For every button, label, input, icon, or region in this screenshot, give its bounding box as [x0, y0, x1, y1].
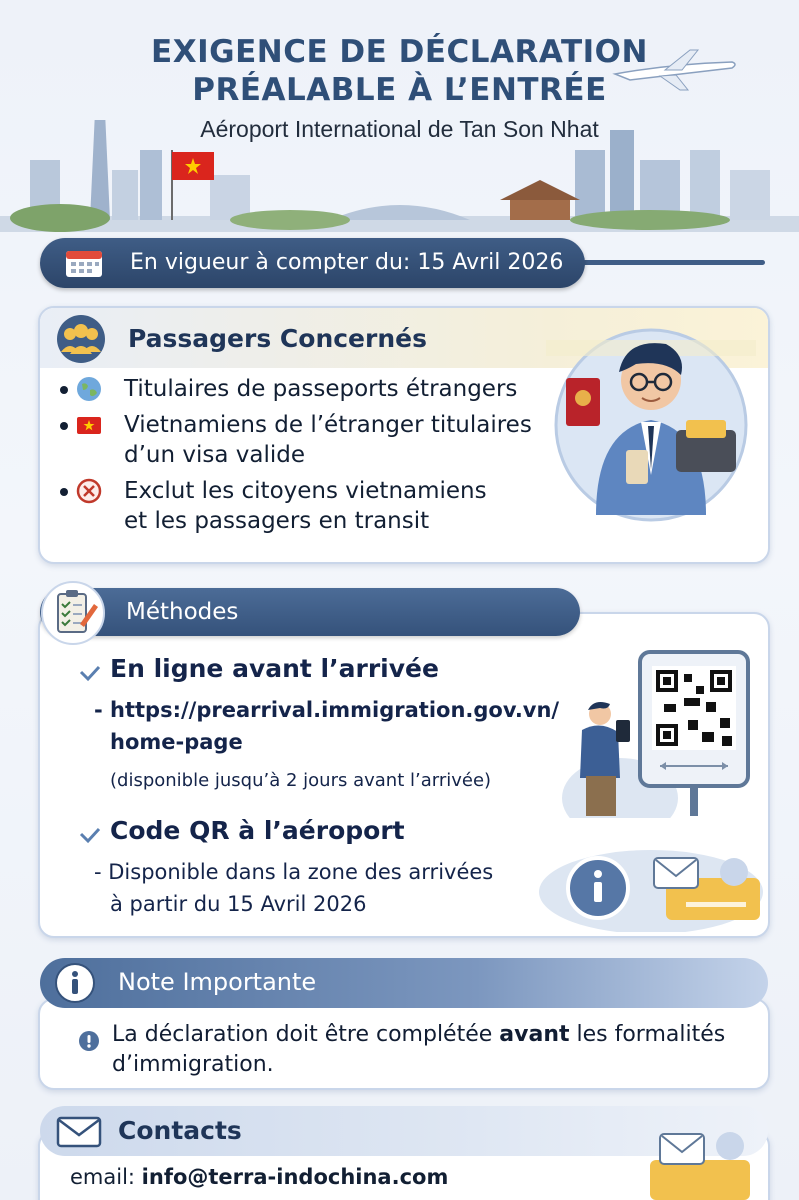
qr-method-heading: Code QR à l’aéroport: [110, 816, 405, 845]
passengers-list: [60, 374, 550, 542]
online-url-line2[interactable]: home-page: [110, 730, 243, 754]
list-item: [60, 374, 550, 404]
bullet-dot: [60, 488, 68, 496]
note-text-emphasis: avant: [499, 1022, 570, 1047]
passenger-item-label-cont: et les passagers en transit: [124, 508, 430, 534]
passenger-item-label-cont: d’un visa valide: [124, 442, 306, 468]
qr-method-line1: - Disponible dans la zone des arrivées: [94, 860, 494, 884]
clipboard-icon: [40, 580, 106, 646]
contact-email: [70, 1165, 448, 1189]
passenger-item-label: Titulaires de passeports étrangers: [124, 376, 518, 402]
page-title-line2: PRÉALABLE À L’ENTRÉE: [192, 72, 607, 108]
banner-rule: [560, 260, 765, 265]
exclamation-icon: [78, 1030, 100, 1052]
people-icon: [52, 314, 110, 364]
online-url-line1[interactable]: - https://prearrival.immigration.gov.vn/: [94, 698, 560, 722]
mail-decoration-illustration: [630, 1120, 770, 1200]
page-subtitle: Aéroport International de Tan Son Nhat: [200, 116, 599, 142]
list-item: [60, 410, 550, 470]
methods-title: Méthodes: [126, 599, 239, 625]
important-note-title: Note Importante: [118, 968, 317, 996]
check-icon: [78, 826, 102, 846]
important-note-text: [112, 1020, 762, 1080]
passenger-item-label: Vietnamiens de l’étranger titulaires: [124, 412, 532, 438]
qr-method-line2: à partir du 15 Avril 2026: [110, 892, 367, 916]
page-title-line1: EXIGENCE DE DÉCLARATION: [151, 34, 648, 70]
traveler-illustration: [526, 300, 771, 525]
online-availability-note: (disponible jusqu’à 2 jours avant l’arrivée): [110, 770, 492, 791]
excluded-icon: [76, 478, 102, 504]
passengers-title: Passagers Concernés: [128, 324, 427, 353]
envelope-icon: [56, 1116, 102, 1148]
note-text-part: La déclaration doit être complétée: [112, 1022, 500, 1047]
globe-icon: [76, 376, 102, 402]
passenger-item-label: Exclut les citoyens vietnamiens: [124, 478, 487, 504]
bullet-dot: [60, 422, 68, 430]
info-icon: [54, 962, 96, 1004]
check-icon: [78, 664, 102, 684]
info-desk-illustration: [536, 832, 766, 932]
effective-date-banner: [40, 238, 585, 288]
contacts-title: Contacts: [118, 1116, 242, 1145]
note-text-part: les formalités d’immigration.: [112, 1022, 726, 1077]
calendar-icon: [64, 247, 104, 279]
header: [0, 0, 799, 232]
bullet-dot: [60, 386, 68, 394]
qr-code-scene-illustration: [560, 648, 760, 818]
methods-banner: [40, 588, 580, 636]
email-label: email:: [70, 1165, 142, 1189]
vietnam-flag-icon: [76, 412, 102, 438]
effective-date-text: En vigueur à compter du: 15 Avril 2026: [130, 250, 564, 275]
online-method-heading: En ligne avant l’arrivée: [110, 654, 439, 683]
email-link[interactable]: info@terra-indochina.com: [141, 1165, 449, 1189]
list-item: [60, 476, 550, 536]
